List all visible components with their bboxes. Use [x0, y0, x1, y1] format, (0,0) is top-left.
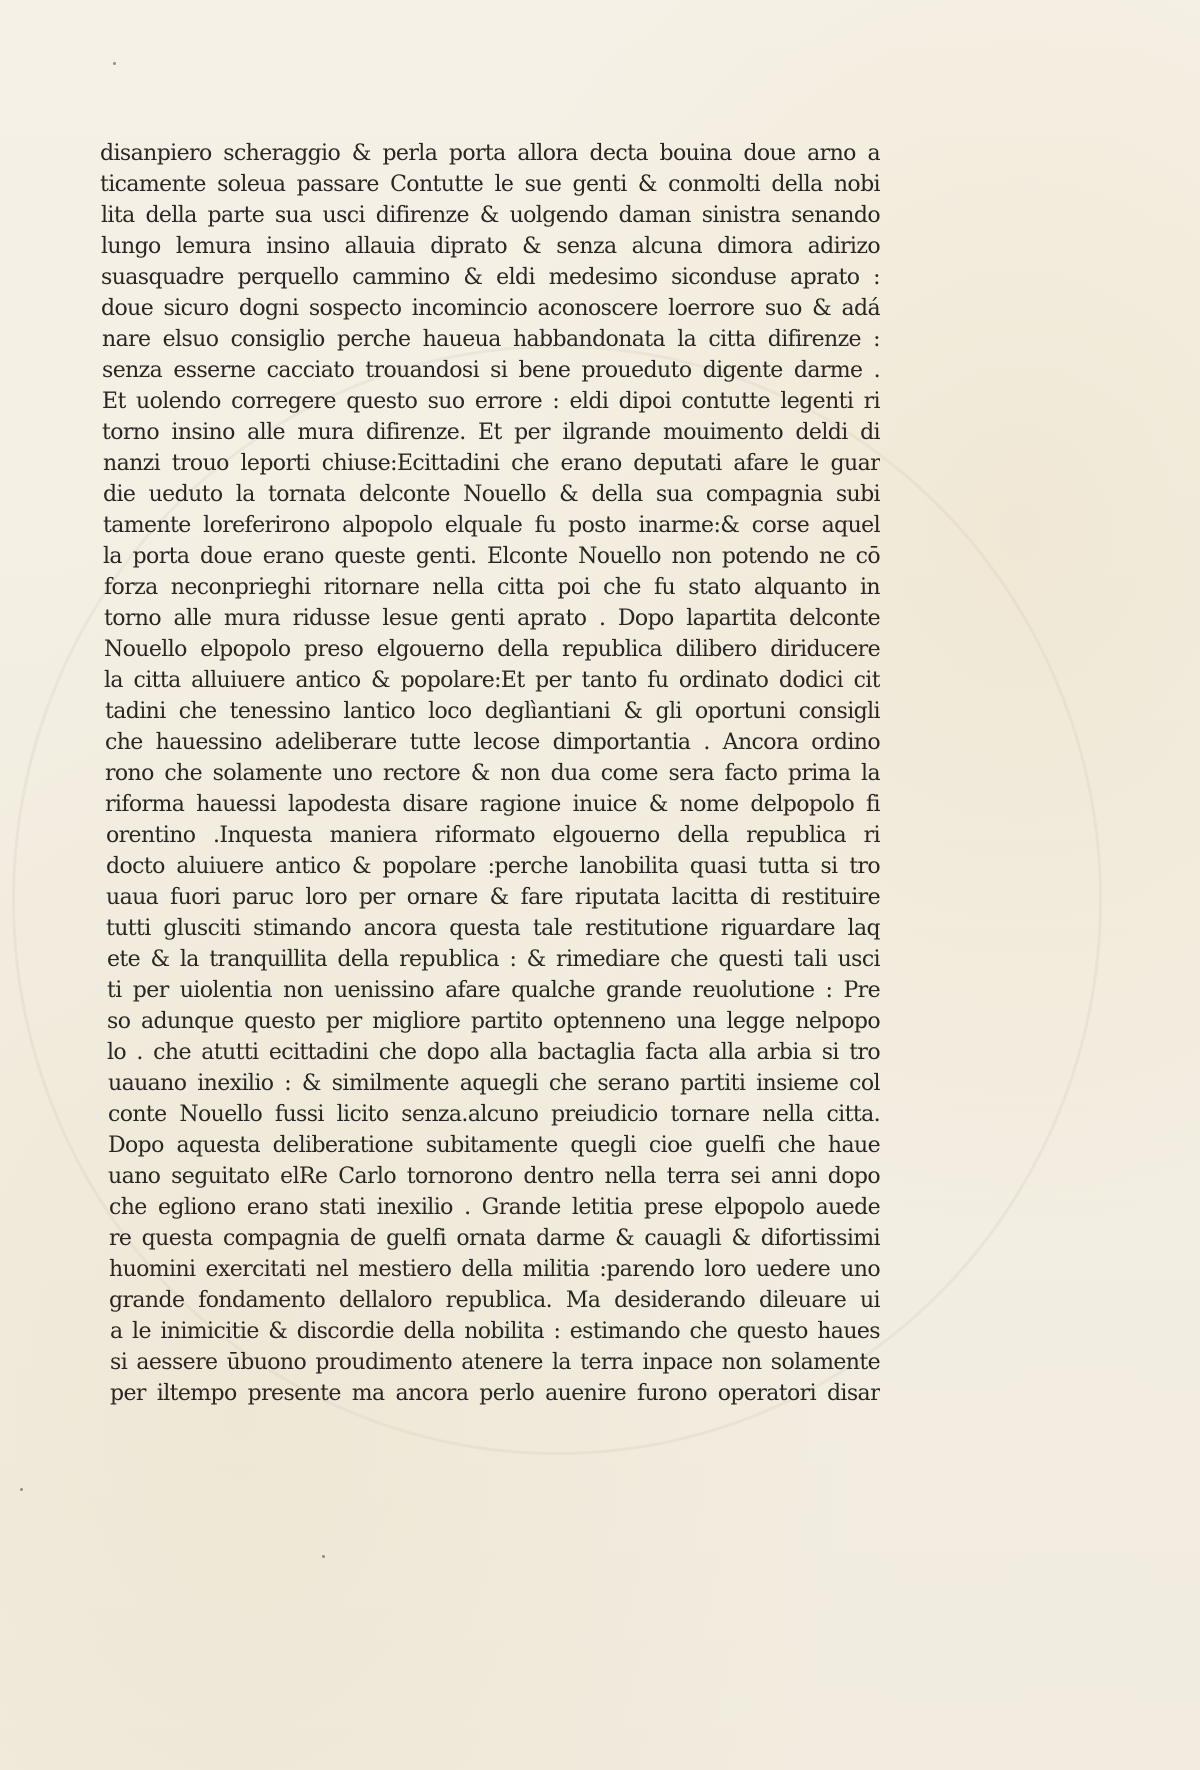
text-line: nanzi trouo leporti chiuse:Ecittadini che erano deputati afare le guar — [103, 451, 880, 476]
text-line: so adunque questo per migliore partito optenneno una legge nelpopo — [107, 1009, 880, 1034]
text-line: torno insino alle mura difirenze. Et per ilgrande mouimento deldi di — [102, 420, 880, 445]
text-line: lungo lemura insino allauia diprato & senza alcuna dimora adirizo — [101, 234, 880, 259]
text-line: nare elsuo consiglio perche haueua habbandonata la citta difirenze : — [102, 327, 880, 352]
text-line: huomini exercitati nel mestiero della militia :parendo loro uedere uno — [109, 1257, 880, 1282]
text-line: forza neconprieghi ritornare nella citta poi che fu stato alquanto in — [104, 575, 880, 600]
text-line: torno alle mura ridusse lesue genti aprato . Dopo lapartita delconte — [104, 606, 880, 631]
ink-speck — [20, 1488, 23, 1491]
ink-speck — [113, 62, 116, 65]
body-text — [100, 138, 880, 1409]
ink-speck — [322, 1555, 325, 1558]
text-line: docto aluiuere antico & popolare :perche lanobilita quasi tutta si tro — [106, 854, 880, 879]
text-line: uauano inexilio : & similmente aquegli che serano partiti insieme col — [108, 1071, 880, 1096]
text-line: lo . che atutti ecittadini che dopo alla bactaglia facta alla arbia si tro — [107, 1040, 880, 1065]
text-line: die ueduto la tornata delconte Nouello & della sua compagnia subi — [103, 482, 880, 507]
text-line: riforma hauessi lapodesta disare ragione inuice & nome delpopolo fi — [105, 792, 880, 817]
text-line: conte Nouello fussi licito senza.alcuno preiudicio tornare nella citta. — [108, 1102, 880, 1127]
text-line: a le inimicitie & discordie della nobilita : estimando che questo haues — [110, 1319, 880, 1344]
text-line: Et uolendo corregere questo suo errore : eldi dipoi contutte legenti ri — [102, 389, 880, 414]
text-line: uaua fuori paruc loro per ornare & fare riputata lacitta di restituire — [106, 885, 880, 910]
text-line: uano seguitato elRe Carlo tornorono dentro nella terra sei anni dopo — [108, 1164, 880, 1189]
text-line: ete & la tranquillita della republica : & rimediare che questi tali usci — [107, 947, 880, 972]
text-line: grande fondamento dellaloro republica. Ma desiderando dileuare ui — [109, 1288, 880, 1313]
text-line: disanpiero scheraggio & perla porta allora decta bouina doue arno a — [100, 141, 880, 166]
text-line: Nouello elpopolo preso elgouerno della republica dilibero diriducere — [104, 637, 880, 662]
text-line: re questa compagnia de guelfi ornata darme & cauagli & difortissimi — [109, 1226, 880, 1251]
text-line: per iltempo presente ma ancora perlo auenire furono operatori disar — [110, 1381, 880, 1406]
text-line: la citta alluiuere antico & popolare:Et per tanto fu ordinato dodici cit — [104, 668, 880, 693]
text-line: Dopo aquesta deliberatione subitamente quegli cioe guelfi che haue — [108, 1133, 880, 1158]
text-line: tutti glusciti stimando ancora questa tale restitutione riguardare laq — [106, 916, 880, 941]
text-line: lita della parte sua usci difirenze & uolgendo daman sinistra senando — [101, 203, 880, 228]
text-line: tamente loreferirono alpopolo elquale fu posto inarme:& corse aquel — [103, 513, 880, 538]
text-line: la porta doue erano queste genti. Elconte Nouello non potendo ne cō — [103, 544, 880, 569]
text-line: che hauessino adeliberare tutte lecose dimportantia . Ancora ordino — [105, 730, 880, 755]
text-line: suasquadre perquello cammino & eldi medesimo siconduse aprato : — [101, 265, 880, 290]
text-line: orentino .Inquesta maniera riformato elgouerno della republica ri — [106, 823, 880, 848]
text-line: doue sicuro dogni sospecto incomincio aconoscere loerrore suo & adá — [101, 296, 880, 321]
text-line: tadini che tenessino lantico loco deglìantiani & gli oportuni consigli — [105, 699, 880, 724]
text-line: si aessere ūbuono proudimento atenere la terra inpace non solamente — [110, 1350, 880, 1375]
text-line: rono che solamente uno rectore & non dua come sera facto prima la — [105, 761, 880, 786]
text-line: ticamente soleua passare Contutte le sue genti & conmolti della nobi — [100, 172, 880, 197]
text-line: ti per uiolentia non uenissino afare qualche grande reuolutione : Pre — [107, 978, 880, 1003]
text-line: che egliono erano stati inexilio . Grande letitia prese elpopolo auede — [109, 1195, 880, 1220]
text-line: senza esserne cacciato trouandosi si bene proueduto digente darme . — [102, 358, 880, 383]
